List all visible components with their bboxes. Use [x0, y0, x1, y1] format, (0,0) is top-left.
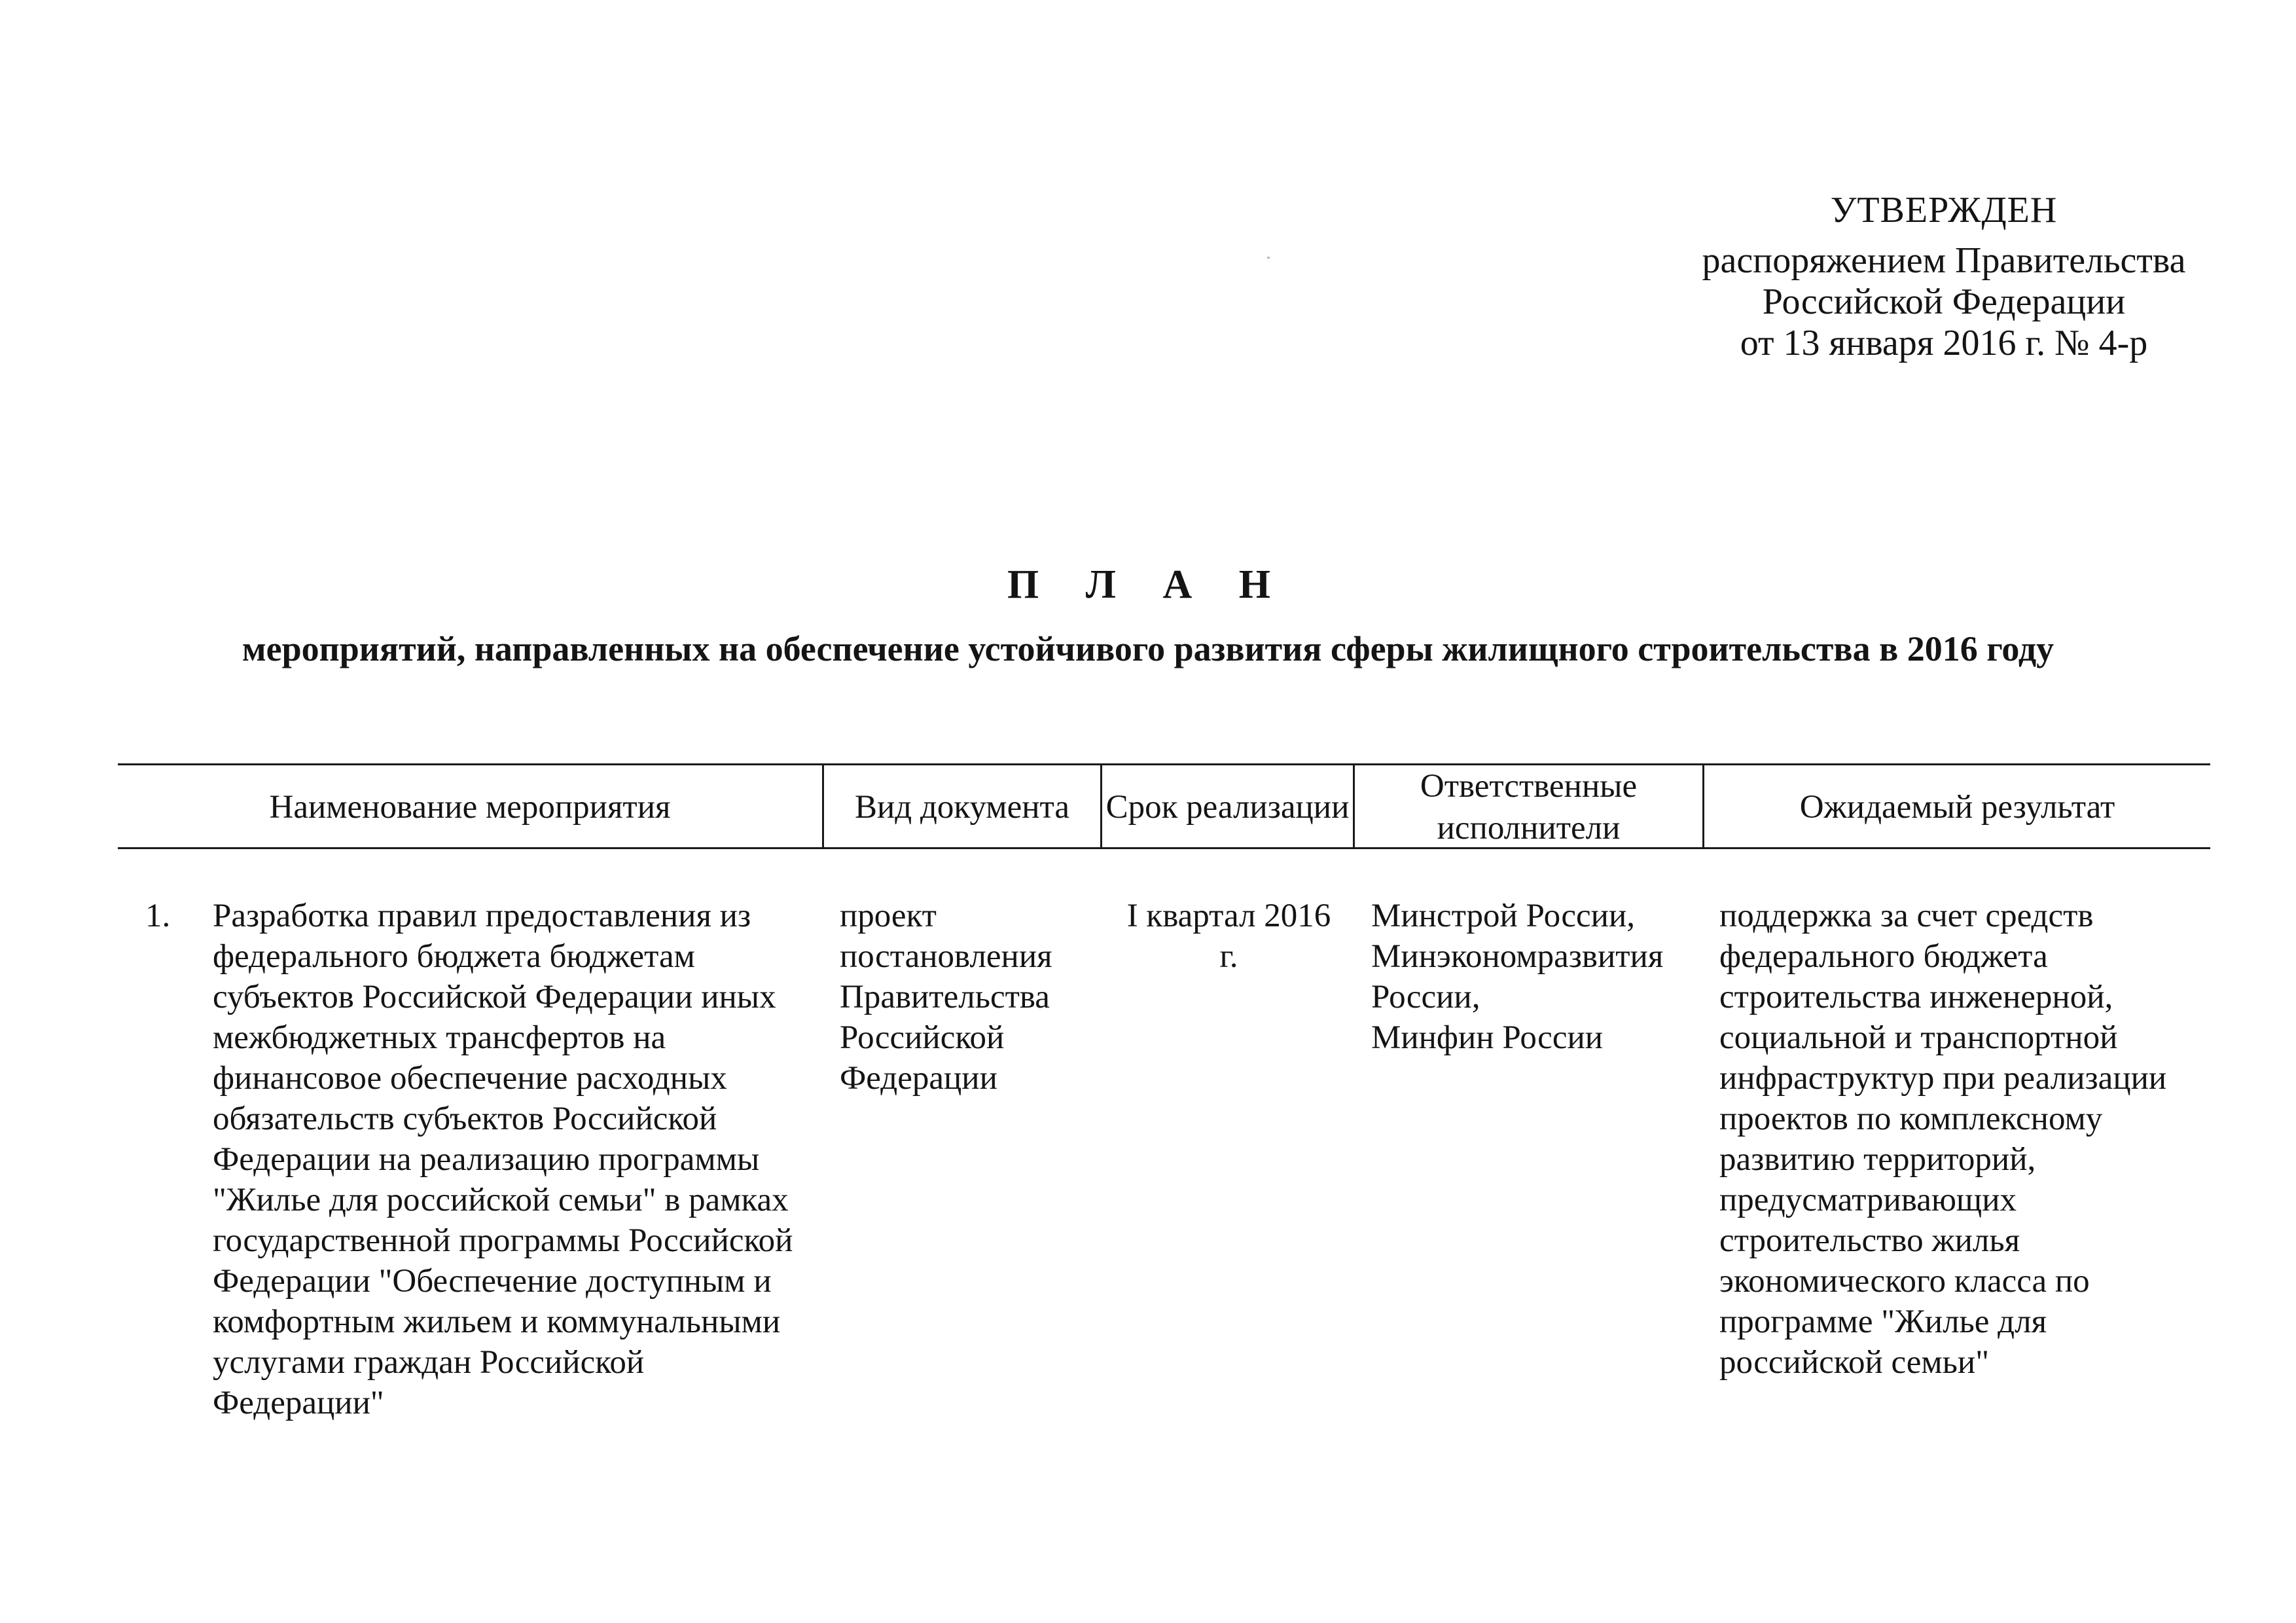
row-term: I квартал 2016 г.	[1126, 898, 1331, 975]
header-document-type: Вид документа	[854, 789, 1070, 826]
row-number: 1.	[145, 898, 171, 934]
header-term: Срок реализации	[1105, 789, 1350, 826]
plan-subtitle: мероприятий, направленных на обеспечение устойчивого развития сферы жилищного строительства в 2016 году	[242, 629, 2054, 668]
approval-stamp	[1676, 190, 2212, 364]
row-executors: Минстрой России, Минэкономразвития России, Минфин России	[1371, 898, 1664, 1056]
approval-line-2: Российской Федерации	[1762, 282, 2126, 322]
row-measure-name: Разработка правил предоставления из федерального бюджета бюджетам субъектов Российской Федерации иных межбюджетных трансфертов на финансовое обеспечение расходных обязательств субъектов Российской Федерации на реализацию программы "Жилье для российской семьи" в рамках государственной программы Российской Федерации "Обеспечение доступным и комфортным жильем и коммунальными услугами граждан Российской Федерации"	[213, 898, 793, 1421]
approval-status: УТВЕРЖДЕН	[1830, 190, 2058, 230]
plan-title: П Л А Н	[1007, 562, 1289, 607]
approval-line-3: от 13 января 2016 г. № 4-р	[1740, 323, 2148, 363]
row-expected-result: поддержка за счет средств федерального бюджета строительства инженерной, социальной и транспортной инфраструктур при реализации проектов по комплексному развитию территорий, предусматривающих строительство жилья экономического класса по программе "Жилье для российской семьи"	[1719, 898, 2167, 1381]
row-document-type: проект постановления Правительства Российской Федерации	[840, 898, 1052, 1097]
header-executors: Ответственные исполнители	[1420, 768, 1638, 847]
scan-speck	[1267, 257, 1270, 259]
approval-line-1: распоряжением Правительства	[1702, 240, 2186, 281]
header-name: Наименование мероприятия	[269, 789, 671, 826]
header-result: Ожидаемый результат	[1799, 789, 2115, 826]
